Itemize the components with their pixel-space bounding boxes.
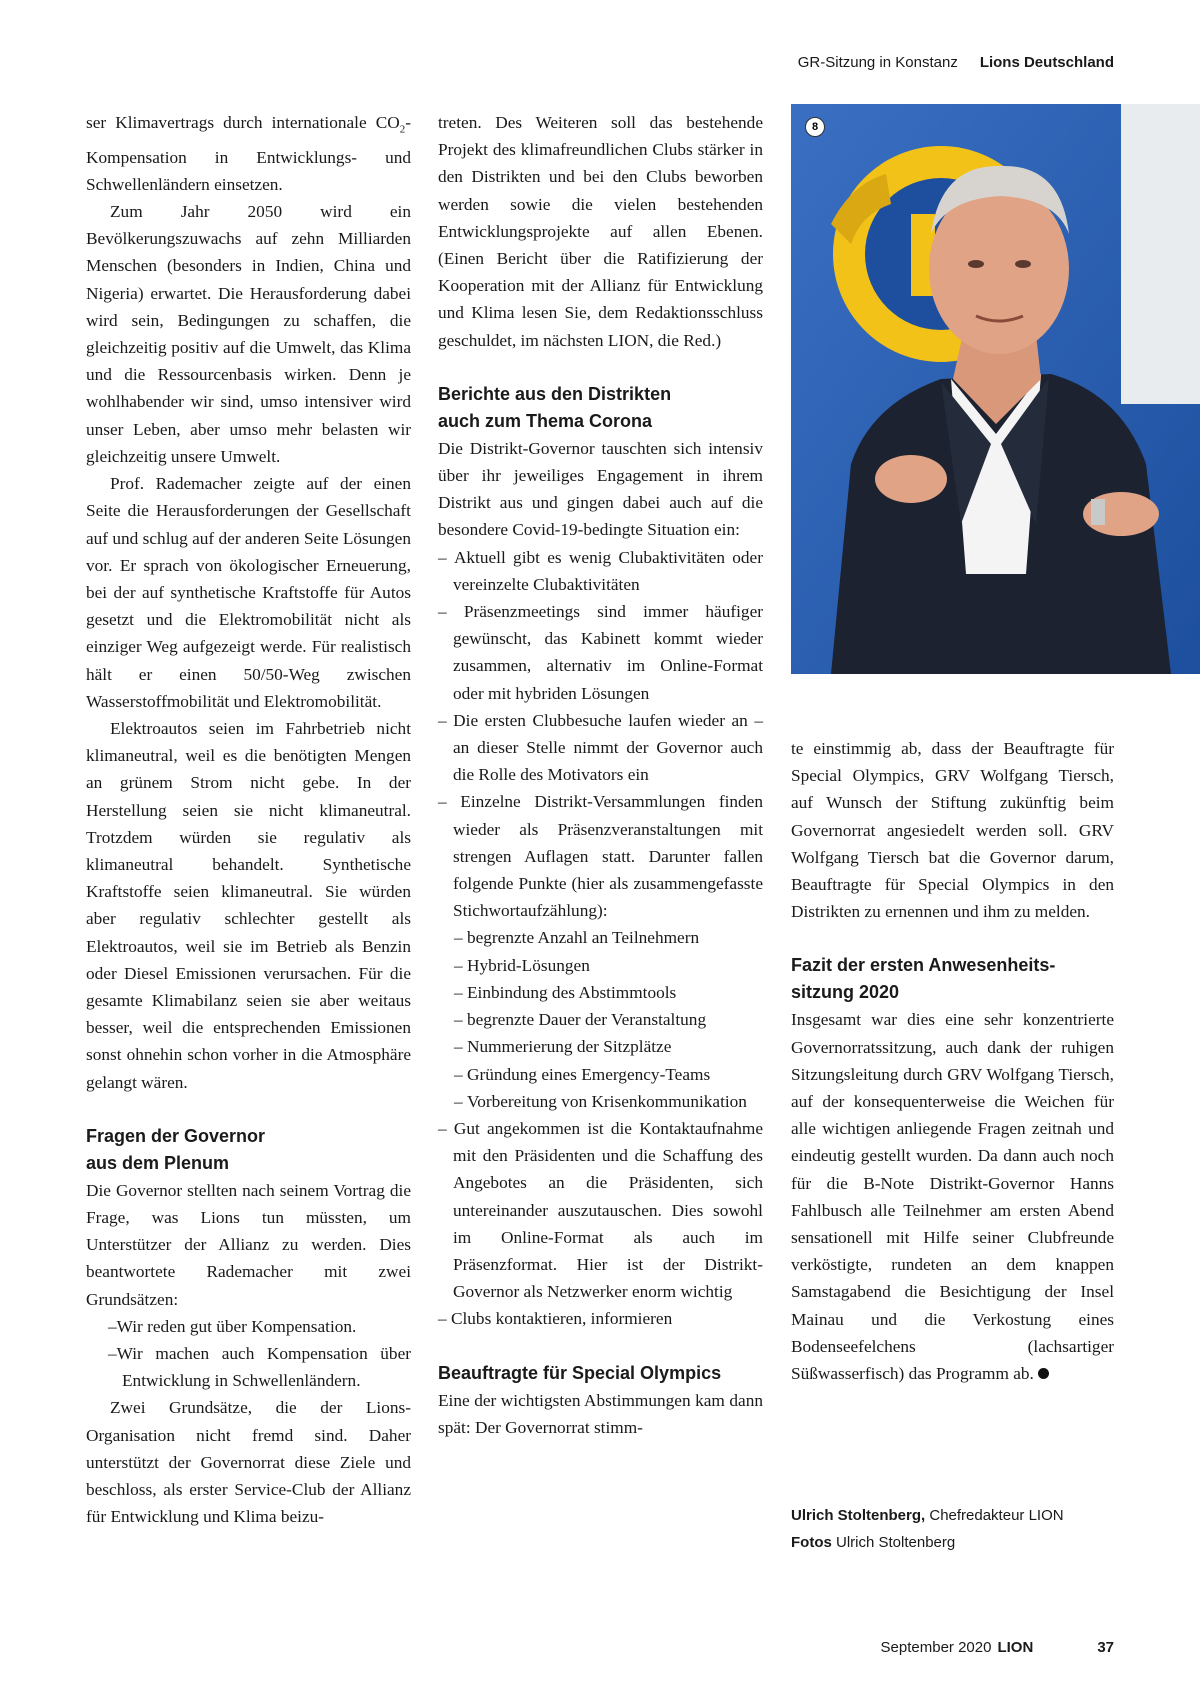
section-heading: Beauftragte für Special Olympics — [438, 1362, 722, 1383]
author-name: Ulrich Stoltenberg, — [791, 1507, 926, 1524]
list-item: – Die ersten Clubbesuche laufen wieder an – an dieser Stelle nimmt der Governor auch die Rolle des Motivators ein — [438, 707, 763, 789]
heading-line: aus dem Plenum — [86, 1152, 230, 1173]
author-line — [791, 1502, 1171, 1529]
figure-number-badge: 8 — [805, 117, 825, 137]
speaker-photo — [791, 104, 1200, 674]
heading-line: Fragen der Governor — [86, 1125, 266, 1146]
list-item: – begrenzte Dauer der Veranstaltung — [438, 1006, 763, 1033]
photo-illustration — [791, 104, 1200, 674]
photo-credit-line — [791, 1529, 1171, 1556]
paragraph: te einstimmig ab, dass der Beauftragte für Special Olympics, GRV Wolfgang Tiersch, auf Wunsch der Stiftung zukünftig beim Governorrat angesiedelt werden soll. GRV Wolfgang Tiersch bat die Governor darum, Beauftragte für Special Olympics in den Distrikten zu ernennen und ihm zu melden. — [791, 739, 1114, 922]
heading-line: sitzung 2020 — [791, 982, 900, 1003]
text-run: ser Klimavertrags durch internationale CO — [86, 113, 400, 132]
list-item: – Clubs kontaktieren, informieren — [438, 1305, 763, 1332]
sub-list — [438, 924, 763, 1114]
paragraph — [86, 109, 411, 198]
list-item: – begrenzte Anzahl an Teilnehmern — [438, 924, 763, 951]
list-item: – Einzelne Distrikt-Versammlungen finden wieder als Präsenzveranstaltungen mit strengen Auflagen statt. Darunter fallen folgende Punkte (hier als zusammengefasste Stichwortaufzählung): — [438, 788, 763, 924]
heading-line: auch zum Thema Corona — [438, 410, 653, 431]
list-item: – Gründung eines Emergency-Teams — [438, 1061, 763, 1088]
page-footer — [881, 1639, 1114, 1656]
article-column-2 — [438, 109, 763, 1441]
bullet-list — [438, 544, 763, 925]
header-section: GR-Sitzung in Konstanz — [797, 54, 958, 71]
paragraph: Die Distrikt-Governor tauschten sich intensiv über ihr jeweiliges Engagement in ihrem Distrikt aus und gingen dabei auch auf die besondere Covid-19-bedingte Situation ein: — [438, 438, 763, 540]
paragraph: Elektroautos seien im Fahrbetrieb nicht klimaneutral, weil es die benötigten Mengen an grünem Strom nicht gebe. In der Herstellung seien sie nicht klimaneutral. Trotzdem würden sie regulativ als klimaneutral behandelt. Synthetische Kraftstoffe seien klimaneutral. Sie würden aber regulativ schlechter gestellt als Elektroautos, weil sie im Betrieb als Benzin oder Diesel Emissionen verursachen. Für die gesamte Klimabilanz seien sie aber weitaus besser, weil die entsprechenden Emissionen sonst ohnehin schon vorher in die Atmosphäre gelangt wären. — [86, 718, 411, 1092]
end-mark-icon — [1038, 1368, 1049, 1379]
text-run: Insgesamt war dies eine sehr konzentrierte Governorratssitzung, auch dank der ruhigen Sitzungsleitung durch GRV Wolfgang Tiersch, auf der konsequenterweise die Weichen für alle wichtigen anliegende Fragen zeitnah und eindeutig gestellt wurden. Da dann auch noch für die B-Note Distrikt-Governor Hanns Fahlbusch alle Teilnehmer am ersten Abend sensationell mit Hilfe seiner Clubfreunde verköstigte, rundeten an dem knappen Samstagabend die Besichtigung der Insel Mainau und die Verkostung eines Bodenseefelchens (lachsartiger Süßwasserfisch) das Programm ab. — [791, 1010, 1114, 1384]
list-item: – Einbindung des Abstimmtools — [438, 979, 763, 1006]
list-item: – Aktuell gibt es wenig Clubaktivitäten oder vereinzelte Clubaktivitäten — [438, 544, 763, 598]
article-credits — [791, 1502, 1171, 1556]
text-run: -Kompensation in Entwicklungs- und Schwellenländern einsetzen. — [86, 113, 411, 194]
photo-credit-label: Fotos — [791, 1534, 832, 1551]
list-item: – Wir reden gut über Kompensation. — [86, 1313, 411, 1340]
list-item: – Gut angekommen ist die Kontaktaufnahme mit den Präsidenten und die Schaffung des Angebotes an die Präsidenten, sich untereinander auszutauschen. Dies sowohl im Online-Format als auch im Präsenzformat. Hier ist der Distrikt-Governor als Netzwerker enorm wichtig — [438, 1115, 763, 1305]
bullet-list — [86, 1313, 411, 1395]
footer-issue: September 2020 — [880, 1639, 992, 1656]
paragraph: Zwei Grundsätze, die der Lions-Organisation nicht fremd sind. Daher unterstützt der Governorrat diese Ziele und beschloss, als erster Service-Club der Allianz für Entwicklung und Klima beizu- — [86, 1398, 411, 1527]
page-number: 37 — [1097, 1639, 1114, 1656]
paragraph: treten. Des Weiteren soll das bestehende Projekt des klimafreundlichen Clubs stärker in den Distrikten und bei den Clubs beworben werden sowie die vielen bestehenden Entwicklungsprojekte auf allen Ebenen. (Einen Bericht über die Ratifizierung der Kooperation mit der Allianz für Entwicklung und Klima lesen Sie, dem Redaktionsschluss geschuldet, im nächsten LION, die Red.) — [438, 113, 763, 350]
subscript: 2 — [399, 123, 406, 136]
article-column-3 — [791, 735, 1114, 1387]
heading-line: Berichte aus den Distrikten — [438, 383, 672, 404]
paragraph: Zum Jahr 2050 wird ein Bevölkerungszuwachs auf zehn Milliarden Menschen (besonders in Indien, China und Nigeria) erwartet. Die Herausforderung dabei wird sein, Bedingungen zu schaffen, die gleichzeitig positiv auf die Umwelt, das Klima und die Ressourcenbasis wirken. Denn je wohlhabender wir sind, umso intensiver wird unser Leben, aber umso mehr belasten wir gleichzeitig unsere Umwelt. — [86, 202, 411, 466]
paragraph — [791, 1006, 1114, 1387]
paragraph: Prof. Rademacher zeigte auf der einen Seite die Herausforderungen der Gesellschaft auf und schlug auf der anderen Seite Lösungen vor. Er sprach von ökologischer Erneuerung, bei der auf synthetische Kraftstoffe für Autos gesetzt und die Elektromobilität nicht als einziger Weg aufgezeigt werde. Für realistisch hält er einen 50/50-Weg zwischen Wasserstoffmobilität und Elektromobilität. — [86, 474, 411, 711]
section-heading — [438, 381, 763, 435]
paragraph: Eine der wichtigsten Abstimmungen kam dann spät: Der Governorrat stimm- — [438, 1390, 763, 1437]
photo-credit-name: Ulrich Stoltenberg — [831, 1534, 956, 1551]
section-heading — [86, 1123, 411, 1177]
list-item: – Nummerierung der Sitzplätze — [438, 1033, 763, 1060]
heading-line: Fazit der ersten Anwesenheits- — [791, 955, 1056, 976]
list-item: – Vorbereitung von Krisenkommunikation — [438, 1088, 763, 1115]
bullet-list — [438, 1115, 763, 1333]
author-role: Chefredakteur LION — [925, 1507, 1064, 1524]
paragraph: Die Governor stellten nach seinem Vortrag die Frage, was Lions tun müssten, um Unterstützer der Allianz zu werden. Dies beantwortete Rademacher mit zwei Grundsätzen: — [86, 1180, 411, 1309]
list-item: – Hybrid-Lösungen — [438, 952, 763, 979]
list-item: – Wir machen auch Kompensation über Entwicklung in Schwellenländern. — [86, 1340, 411, 1394]
list-item: – Präsenzmeetings sind immer häufiger gewünscht, das Kabinett kommt wieder zusammen, alternativ im Online-Format oder mit hybriden Lösungen — [438, 598, 763, 707]
header-brand: Lions Deutschland — [979, 54, 1114, 71]
article-column-1 — [86, 109, 411, 1530]
running-header — [798, 54, 1114, 71]
footer-brand: LION — [997, 1639, 1034, 1656]
section-heading — [791, 952, 1114, 1006]
